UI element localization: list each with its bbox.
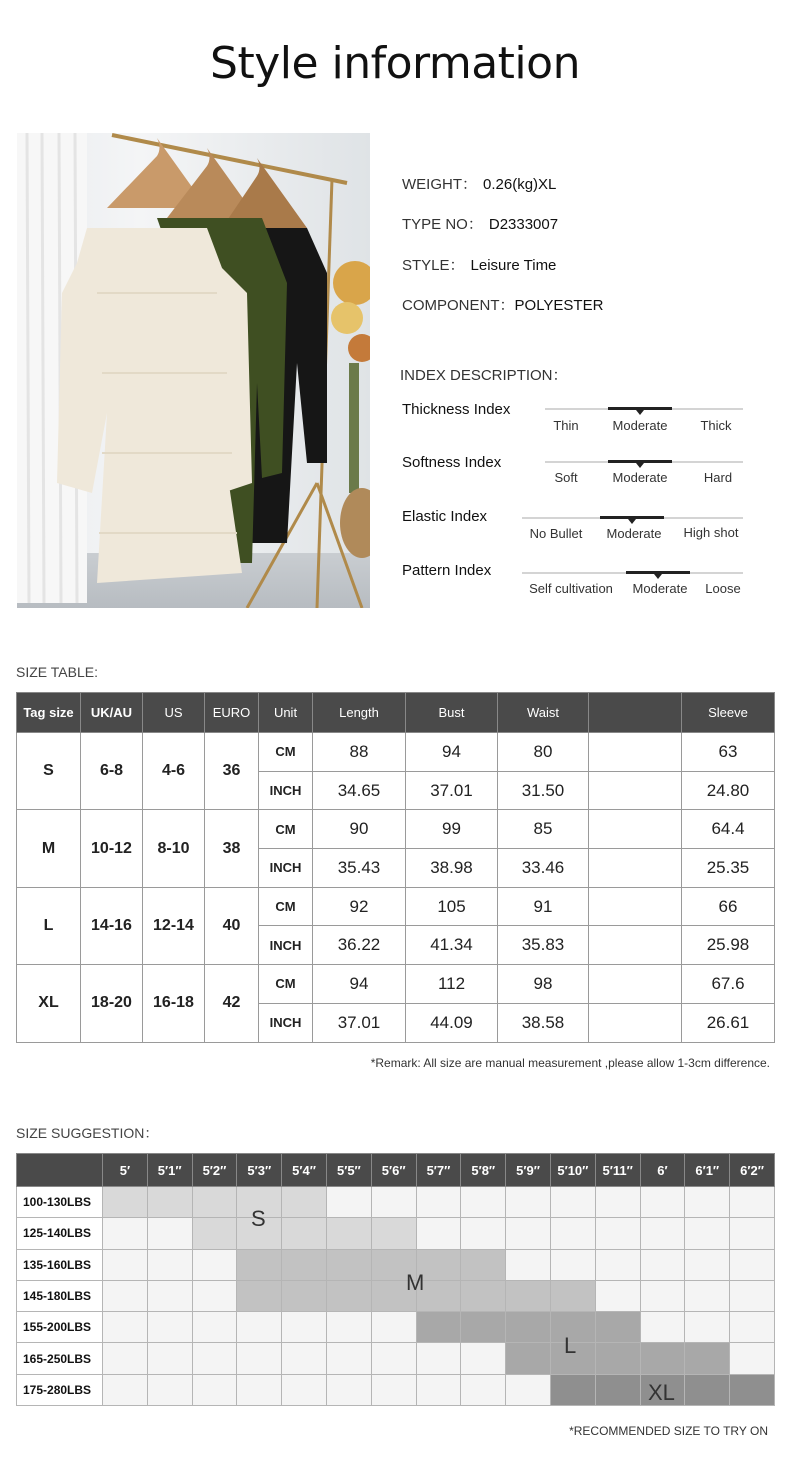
size-table — [16, 692, 775, 1043]
table-row — [17, 965, 775, 1004]
length-cell: 90 — [313, 810, 406, 849]
height-header: 5′6″ — [371, 1154, 416, 1187]
grid-cell-empty — [103, 1218, 148, 1249]
elastic-index-label: Elastic Index — [402, 508, 488, 525]
grid-cell-empty — [595, 1218, 640, 1249]
softness-index-high: Hard — [703, 470, 733, 485]
thickness-index-mid: Moderate — [612, 418, 668, 433]
col-unit: Unit — [259, 693, 313, 733]
grid-cell-m — [237, 1249, 282, 1280]
waist-cell: 33.46 — [498, 849, 589, 888]
table-row — [17, 1218, 775, 1249]
grid-cell-m — [326, 1280, 371, 1311]
grid-cell-s — [192, 1218, 237, 1249]
size-label-l: L — [564, 1333, 577, 1358]
grid-cell-xl — [730, 1374, 775, 1405]
tag-size-cell: M — [17, 810, 81, 887]
unit-cell: CM — [259, 887, 313, 926]
grid-cell-l — [506, 1312, 551, 1343]
height-header: 5′3″ — [237, 1154, 282, 1187]
tag-size-cell: S — [17, 733, 81, 810]
length-cell: 36.22 — [313, 926, 406, 965]
grid-cell-empty — [371, 1187, 416, 1218]
blank-cell — [589, 771, 682, 810]
elastic-index-mid: Moderate — [606, 526, 662, 541]
grid-cell-empty — [103, 1312, 148, 1343]
length-cell: 92 — [313, 887, 406, 926]
unit-cell: CM — [259, 733, 313, 772]
grid-cell-empty — [282, 1312, 327, 1343]
us-cell: 12-14 — [143, 887, 205, 964]
spec-weight-key: WEIGHT： — [402, 176, 477, 193]
grid-cell-m — [282, 1280, 327, 1311]
table-row — [17, 1343, 775, 1374]
waist-cell: 35.83 — [498, 926, 589, 965]
grid-cell-l — [640, 1343, 685, 1374]
table-row — [17, 887, 775, 926]
height-header: 6′ — [640, 1154, 685, 1187]
bust-cell: 44.09 — [406, 1003, 498, 1042]
weight-row-label: 165-250LBS — [17, 1343, 103, 1374]
grid-cell-empty — [595, 1187, 640, 1218]
spec-component-key: COMPONENT： — [402, 297, 515, 314]
grid-cell-m — [237, 1280, 282, 1311]
grid-cell-xl — [685, 1374, 730, 1405]
col-us: US — [143, 693, 205, 733]
weight-row-label: 100-130LBS — [17, 1187, 103, 1218]
thickness-index-low: Thin — [553, 418, 579, 433]
waist-cell: 38.58 — [498, 1003, 589, 1042]
bust-cell: 112 — [406, 965, 498, 1004]
grid-cell-empty — [147, 1374, 192, 1405]
table-row — [17, 1312, 775, 1343]
grid-cell-empty — [685, 1218, 730, 1249]
grid-cell-empty — [730, 1249, 775, 1280]
size-suggestion-label: SIZE SUGGESTION： — [16, 1125, 159, 1141]
elastic-index-marker — [628, 519, 636, 524]
sleeve-cell: 66 — [682, 887, 775, 926]
height-header: 6′1″ — [685, 1154, 730, 1187]
sleeve-cell: 64.4 — [682, 810, 775, 849]
col-blank — [589, 693, 682, 733]
grid-cell-empty — [685, 1280, 730, 1311]
grid-cell-empty — [103, 1374, 148, 1405]
grid-cell-empty — [326, 1187, 371, 1218]
grid-cell-empty — [461, 1374, 506, 1405]
sleeve-cell: 63 — [682, 733, 775, 772]
unit-cell: INCH — [259, 1003, 313, 1042]
pattern-index-low: Self cultivation — [529, 581, 613, 596]
grid-cell-empty — [416, 1374, 461, 1405]
grid-cell-empty — [192, 1343, 237, 1374]
sleeve-cell: 25.98 — [682, 926, 775, 965]
grid-cell-empty — [595, 1249, 640, 1280]
grid-cell-xl — [550, 1374, 595, 1405]
grid-cell-empty — [147, 1249, 192, 1280]
length-cell: 34.65 — [313, 771, 406, 810]
grid-cell-empty — [461, 1187, 506, 1218]
table-row — [17, 1187, 775, 1218]
pattern-index-high: Loose — [705, 581, 741, 596]
waist-cell: 85 — [498, 810, 589, 849]
sleeve-cell: 67.6 — [682, 965, 775, 1004]
grid-cell-s — [326, 1218, 371, 1249]
height-header: 6′2″ — [730, 1154, 775, 1187]
grid-cell-empty — [730, 1280, 775, 1311]
grid-cell-l — [506, 1343, 551, 1374]
grid-cell-l — [461, 1312, 506, 1343]
grid-cell-s — [282, 1187, 327, 1218]
spec-style-key: STYLE： — [402, 257, 465, 274]
grid-cell-empty — [730, 1187, 775, 1218]
sleeve-cell: 24.80 — [682, 771, 775, 810]
table-row — [17, 733, 775, 772]
grid-cell-empty — [416, 1343, 461, 1374]
weight-row-label: 155-200LBS — [17, 1312, 103, 1343]
corner-cell — [17, 1154, 103, 1187]
length-cell: 88 — [313, 733, 406, 772]
grid-cell-empty — [685, 1187, 730, 1218]
uk-au-cell: 6-8 — [81, 733, 143, 810]
grid-cell-m — [326, 1249, 371, 1280]
grid-cell-empty — [192, 1249, 237, 1280]
thickness-index-high: Thick — [700, 418, 732, 433]
grid-cell-empty — [730, 1343, 775, 1374]
grid-cell-empty — [550, 1249, 595, 1280]
weight-row-label: 175-280LBS — [17, 1374, 103, 1405]
grid-cell-empty — [192, 1374, 237, 1405]
blank-cell — [589, 887, 682, 926]
waist-cell: 80 — [498, 733, 589, 772]
index-description-title: INDEX DESCRIPTION： — [400, 367, 568, 384]
euro-cell: 40 — [205, 887, 259, 964]
sleeve-cell: 26.61 — [682, 1003, 775, 1042]
grid-cell-empty — [550, 1218, 595, 1249]
softness-index-mid: Moderate — [612, 470, 668, 485]
height-header: 5′10″ — [550, 1154, 595, 1187]
unit-cell: INCH — [259, 771, 313, 810]
softness-index-label: Softness Index — [402, 454, 502, 471]
euro-cell: 42 — [205, 965, 259, 1042]
length-cell: 37.01 — [313, 1003, 406, 1042]
size-label-m: M — [406, 1270, 425, 1295]
grid-cell-empty — [371, 1312, 416, 1343]
weight-row-label: 125-140LBS — [17, 1218, 103, 1249]
grid-cell-empty — [640, 1218, 685, 1249]
grid-cell-empty — [416, 1187, 461, 1218]
blank-cell — [589, 733, 682, 772]
height-header: 5′5″ — [326, 1154, 371, 1187]
grid-cell-empty — [461, 1218, 506, 1249]
height-header: 5′4″ — [282, 1154, 327, 1187]
col-tag-size: Tag size — [17, 693, 81, 733]
grid-cell-empty — [192, 1280, 237, 1311]
us-cell: 4-6 — [143, 733, 205, 810]
tag-size-cell: XL — [17, 965, 81, 1042]
unit-cell: CM — [259, 965, 313, 1004]
grid-cell-empty — [506, 1249, 551, 1280]
blank-cell — [589, 810, 682, 849]
pattern-index-mid: Moderate — [632, 581, 688, 596]
bust-cell: 99 — [406, 810, 498, 849]
height-header: 5′1″ — [147, 1154, 192, 1187]
size-table-label: SIZE TABLE: — [16, 664, 98, 680]
weight-row-label: 135-160LBS — [17, 1249, 103, 1280]
bust-cell: 37.01 — [406, 771, 498, 810]
size-table-header — [17, 693, 775, 733]
spec-type-no — [402, 213, 558, 234]
grid-cell-empty — [506, 1218, 551, 1249]
grid-cell-l — [595, 1312, 640, 1343]
grid-cell-empty — [237, 1374, 282, 1405]
grid-cell-empty — [640, 1187, 685, 1218]
table-row — [17, 1249, 775, 1280]
blank-cell — [589, 965, 682, 1004]
col-uk-au: UK/AU — [81, 693, 143, 733]
height-header: 5′9″ — [506, 1154, 551, 1187]
length-cell: 35.43 — [313, 849, 406, 888]
grid-cell-empty — [147, 1280, 192, 1311]
grid-cell-empty — [371, 1374, 416, 1405]
grid-cell-empty — [326, 1374, 371, 1405]
size-label-s: S — [251, 1206, 266, 1231]
waist-cell: 31.50 — [498, 771, 589, 810]
grid-cell-empty — [282, 1343, 327, 1374]
page-title: Style information — [210, 38, 580, 89]
table-row — [17, 1280, 775, 1311]
col-waist: Waist — [498, 693, 589, 733]
spec-weight — [402, 173, 556, 194]
grid-cell-empty — [103, 1249, 148, 1280]
grid-cell-empty — [595, 1280, 640, 1311]
grid-cell-empty — [416, 1218, 461, 1249]
col-euro: EURO — [205, 693, 259, 733]
elastic-index-low: No Bullet — [529, 526, 583, 541]
pattern-index-marker — [654, 574, 662, 579]
weight-row-label: 145-180LBS — [17, 1280, 103, 1311]
recommended-size-note: *RECOMMENDED SIZE TO TRY ON — [569, 1424, 768, 1438]
bust-cell: 94 — [406, 733, 498, 772]
grid-cell-empty — [550, 1187, 595, 1218]
grid-cell-l — [685, 1343, 730, 1374]
grid-cell-empty — [640, 1249, 685, 1280]
blank-cell — [589, 1003, 682, 1042]
spec-type-no-value: D2333007 — [488, 216, 559, 233]
height-header: 5′11″ — [595, 1154, 640, 1187]
grid-cell-empty — [147, 1343, 192, 1374]
size-table-remark: *Remark: All size are manual measurement ,please allow 1-3cm difference. — [370, 1056, 770, 1070]
grid-cell-empty — [685, 1312, 730, 1343]
grid-cell-m — [461, 1280, 506, 1311]
bust-cell: 105 — [406, 887, 498, 926]
elastic-index-high: High shot — [683, 525, 739, 540]
length-cell: 94 — [313, 965, 406, 1004]
spec-style — [402, 254, 556, 275]
grid-cell-empty — [237, 1312, 282, 1343]
uk-au-cell: 14-16 — [81, 887, 143, 964]
grid-cell-xl — [595, 1374, 640, 1405]
size-suggestion-header — [17, 1154, 775, 1187]
pattern-index-label: Pattern Index — [402, 562, 492, 579]
uk-au-cell: 10-12 — [81, 810, 143, 887]
grid-cell-m — [506, 1280, 551, 1311]
grid-cell-empty — [192, 1312, 237, 1343]
us-cell: 16-18 — [143, 965, 205, 1042]
grid-cell-s — [282, 1218, 327, 1249]
grid-cell-s — [192, 1187, 237, 1218]
grid-cell-empty — [730, 1218, 775, 1249]
bust-cell: 41.34 — [406, 926, 498, 965]
col-length: Length — [313, 693, 406, 733]
unit-cell: CM — [259, 810, 313, 849]
blank-cell — [589, 926, 682, 965]
grid-cell-empty — [326, 1312, 371, 1343]
uk-au-cell: 18-20 — [81, 965, 143, 1042]
waist-cell: 98 — [498, 965, 589, 1004]
sleeve-cell: 25.35 — [682, 849, 775, 888]
euro-cell: 38 — [205, 810, 259, 887]
table-row — [17, 810, 775, 849]
spec-type-no-key: TYPE NO： — [402, 216, 483, 233]
size-label-xl: XL — [648, 1380, 675, 1405]
grid-cell-s — [371, 1218, 416, 1249]
us-cell: 8-10 — [143, 810, 205, 887]
col-sleeve: Sleeve — [682, 693, 775, 733]
softness-index-marker — [636, 463, 644, 468]
height-header: 5′2″ — [192, 1154, 237, 1187]
waist-cell: 91 — [498, 887, 589, 926]
thickness-index-label: Thickness Index — [402, 401, 511, 418]
euro-cell: 36 — [205, 733, 259, 810]
thickness-index-marker — [636, 410, 644, 415]
product-photo — [17, 133, 370, 608]
grid-cell-empty — [685, 1249, 730, 1280]
spec-style-value: Leisure Time — [470, 257, 557, 274]
tag-size-cell: L — [17, 887, 81, 964]
grid-cell-empty — [282, 1374, 327, 1405]
spec-weight-value: 0.26(kg)XL — [483, 176, 557, 193]
grid-cell-empty — [506, 1187, 551, 1218]
grid-cell-m — [550, 1280, 595, 1311]
height-header: 5′ — [103, 1154, 148, 1187]
blank-cell — [589, 849, 682, 888]
spec-component — [402, 294, 603, 315]
grid-cell-empty — [326, 1343, 371, 1374]
bust-cell: 38.98 — [406, 849, 498, 888]
grid-cell-empty — [506, 1374, 551, 1405]
grid-cell-s — [103, 1187, 148, 1218]
spec-component-value: POLYESTER — [514, 297, 604, 314]
size-suggestion-grid — [16, 1153, 775, 1406]
grid-cell-empty — [103, 1343, 148, 1374]
height-header: 5′7″ — [416, 1154, 461, 1187]
unit-cell: INCH — [259, 849, 313, 888]
grid-cell-empty — [147, 1218, 192, 1249]
grid-cell-empty — [730, 1312, 775, 1343]
grid-cell-s — [147, 1187, 192, 1218]
grid-cell-empty — [237, 1343, 282, 1374]
softness-index-low: Soft — [554, 470, 578, 485]
grid-cell-l — [595, 1343, 640, 1374]
grid-cell-empty — [371, 1343, 416, 1374]
grid-cell-empty — [103, 1280, 148, 1311]
grid-cell-m — [282, 1249, 327, 1280]
height-header: 5′8″ — [461, 1154, 506, 1187]
grid-cell-empty — [147, 1312, 192, 1343]
grid-cell-empty — [461, 1343, 506, 1374]
grid-cell-empty — [640, 1280, 685, 1311]
grid-cell-m — [461, 1249, 506, 1280]
grid-cell-l — [416, 1312, 461, 1343]
grid-cell-empty — [640, 1312, 685, 1343]
col-bust: Bust — [406, 693, 498, 733]
unit-cell: INCH — [259, 926, 313, 965]
